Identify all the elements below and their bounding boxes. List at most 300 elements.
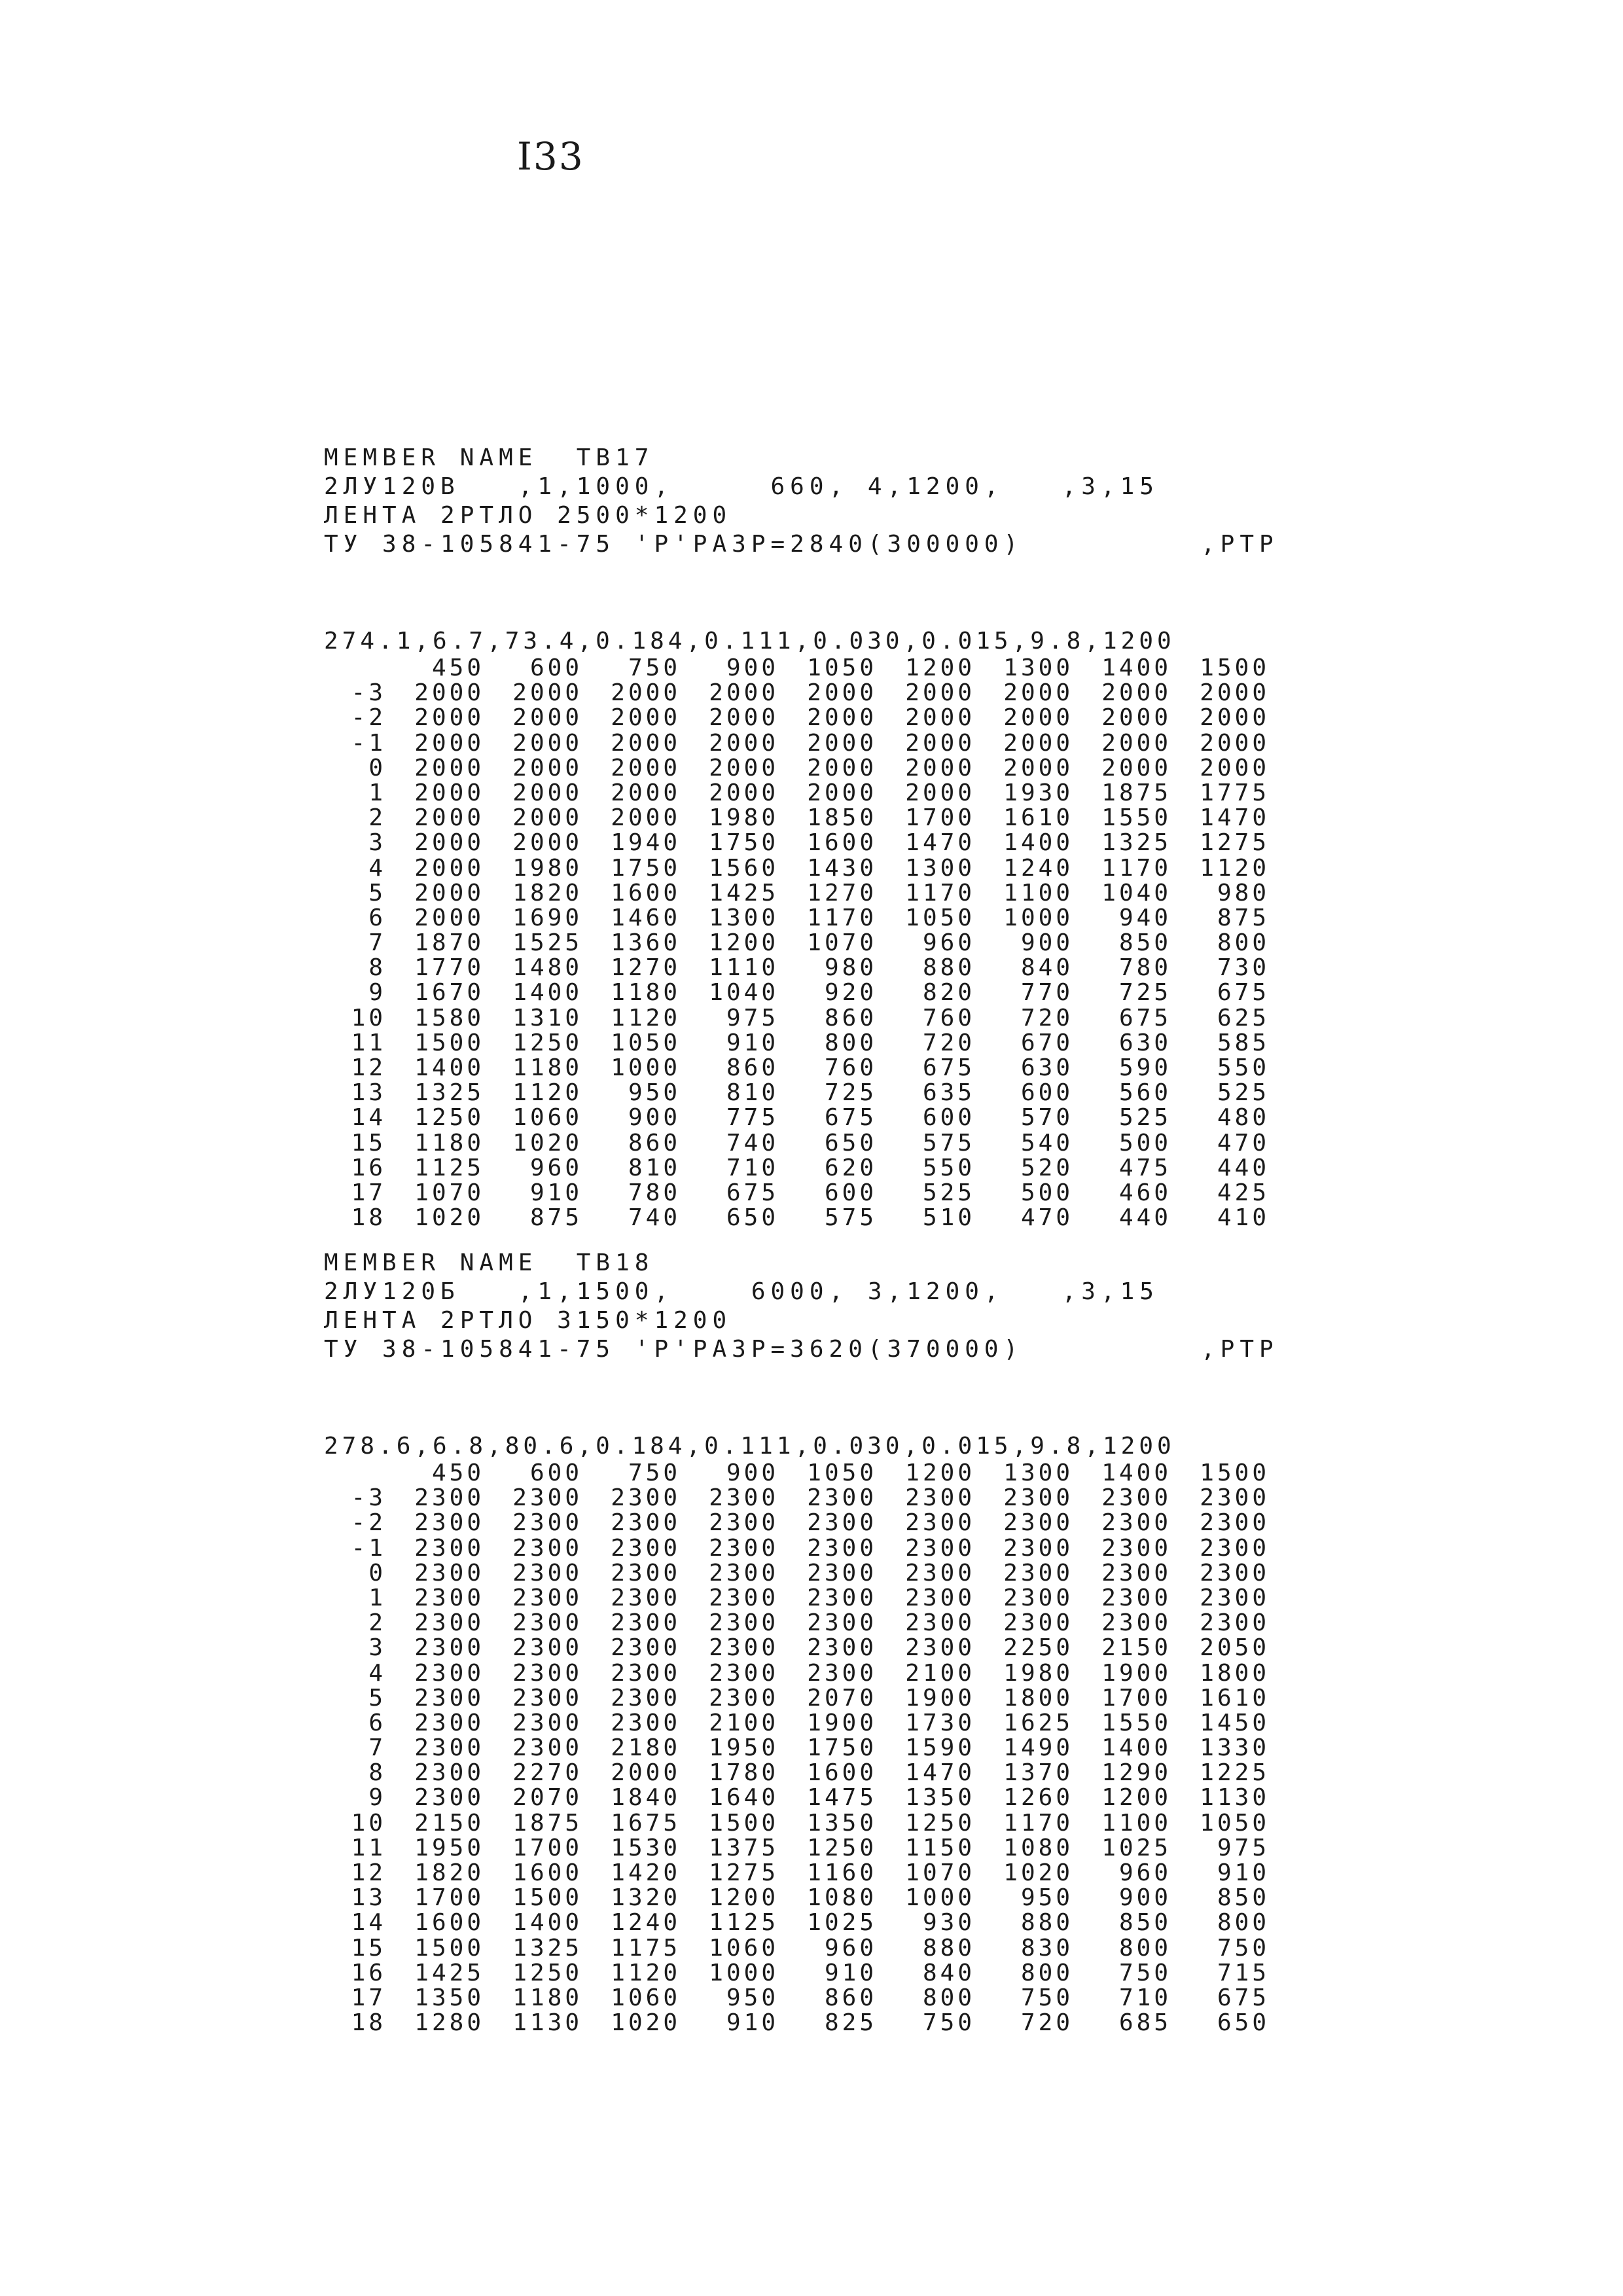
table-cell: 520 bbox=[1020, 1154, 1073, 1181]
table-cell: 2300 bbox=[807, 1659, 877, 1687]
table-cell: 2070 bbox=[807, 1684, 877, 1712]
table-cell: 2300 bbox=[512, 1684, 582, 1712]
table-cell: 1180 bbox=[611, 979, 681, 1007]
table-cell: 1320 bbox=[611, 1884, 681, 1912]
table-cell: 1240 bbox=[611, 1909, 681, 1937]
table-cell: 2300 bbox=[414, 1784, 484, 1812]
row-index: 7 bbox=[368, 929, 386, 957]
table-cell: 2300 bbox=[414, 1759, 484, 1787]
table-cell: 635 bbox=[922, 1079, 975, 1107]
table-cell: 1750 bbox=[611, 854, 681, 882]
parameter-line: 278.6,6.8,80.6,0.184,0.111,0.030,0.015,9.8,1200 bbox=[324, 1433, 1175, 1460]
table-cell: 1350 bbox=[414, 1984, 484, 2011]
table-row bbox=[324, 1031, 1293, 1056]
row-index: 11 bbox=[351, 1834, 386, 1861]
table-cell: 460 bbox=[1118, 1179, 1171, 1206]
column-header: 1500 bbox=[1200, 655, 1270, 681]
row-index: 16 bbox=[351, 1154, 386, 1181]
table-cell: 1040 bbox=[709, 979, 779, 1007]
table-cell: 1080 bbox=[1003, 1834, 1073, 1861]
table-cell: 2000 bbox=[807, 729, 877, 757]
table-cell: 1325 bbox=[1101, 829, 1171, 857]
table-cell: 810 bbox=[628, 1154, 681, 1181]
table-cell: 920 bbox=[824, 979, 877, 1007]
table-cell: 2000 bbox=[709, 754, 779, 781]
table-cell: 1000 bbox=[709, 1959, 779, 1986]
table-cell: 575 bbox=[922, 1129, 975, 1157]
table-cell: 2300 bbox=[807, 1584, 877, 1611]
table-cell: 1580 bbox=[414, 1004, 484, 1031]
table-cell: 550 bbox=[922, 1154, 975, 1181]
table-cell: 425 bbox=[1217, 1179, 1270, 1206]
table-row bbox=[324, 1711, 1293, 1736]
table-cell: 950 bbox=[726, 1984, 779, 2011]
table-cell: 2300 bbox=[611, 1659, 681, 1687]
table-cell: 1530 bbox=[611, 1834, 681, 1861]
table-cell: 1875 bbox=[1101, 779, 1171, 806]
table-cell: 575 bbox=[824, 1204, 877, 1232]
table-cell: 1670 bbox=[414, 979, 484, 1007]
table-cell: 1250 bbox=[807, 1834, 877, 1861]
table-cell: 470 bbox=[1217, 1129, 1270, 1157]
table-cell: 2000 bbox=[1200, 679, 1270, 707]
table-row bbox=[324, 731, 1293, 756]
table-cell: 2000 bbox=[709, 729, 779, 757]
table-cell: 1500 bbox=[512, 1884, 582, 1912]
table-cell: 880 bbox=[922, 1934, 975, 1962]
row-index: 13 bbox=[351, 1079, 386, 1107]
column-header: 600 bbox=[529, 655, 582, 681]
table-cell: 2000 bbox=[1101, 704, 1171, 732]
table-cell: 750 bbox=[1217, 1934, 1270, 1962]
table-cell: 1610 bbox=[1200, 1684, 1270, 1712]
table-cell: 1250 bbox=[512, 1029, 582, 1056]
table-row bbox=[324, 906, 1293, 931]
table-cell: 1290 bbox=[1101, 1759, 1171, 1787]
table-cell: 2000 bbox=[807, 704, 877, 732]
table-cell: 1300 bbox=[709, 904, 779, 931]
belt-type-line: ЛЕНТА 2РТЛО 3150*1200 bbox=[324, 1307, 732, 1334]
table-row bbox=[324, 756, 1293, 781]
table-row bbox=[324, 806, 1293, 831]
column-header: 1200 bbox=[905, 655, 975, 681]
table-cell: 1060 bbox=[709, 1934, 779, 1962]
row-index: 1 bbox=[368, 779, 386, 806]
column-header-row bbox=[324, 656, 1293, 681]
table-cell: 910 bbox=[529, 1179, 582, 1206]
row-index: -3 bbox=[351, 679, 386, 707]
parameter-line: 274.1,6.7,73.4,0.184,0.111,0.030,0.015,9.8,1200 bbox=[324, 628, 1175, 655]
table-cell: 1120 bbox=[611, 1004, 681, 1031]
table-cell: 2300 bbox=[905, 1609, 975, 1637]
table-cell: 1950 bbox=[414, 1834, 484, 1861]
column-header: 1400 bbox=[1101, 655, 1171, 681]
table-cell: 2300 bbox=[905, 1534, 975, 1562]
table-cell: 1480 bbox=[512, 954, 582, 982]
table-cell: 2300 bbox=[512, 1609, 582, 1637]
table-cell: 1400 bbox=[512, 1909, 582, 1937]
format-suffix: ,PTP bbox=[1201, 1336, 1279, 1363]
table-cell: 1600 bbox=[611, 879, 681, 906]
table-cell: 2300 bbox=[905, 1484, 975, 1512]
table-cell: 1020 bbox=[512, 1129, 582, 1157]
table-cell: 1180 bbox=[414, 1129, 484, 1157]
table-cell: 1400 bbox=[512, 979, 582, 1007]
table-cell: 1475 bbox=[807, 1784, 877, 1812]
table-cell: 1625 bbox=[1003, 1709, 1073, 1736]
table-cell: 2300 bbox=[414, 1634, 484, 1662]
table-cell: 1260 bbox=[1003, 1784, 1073, 1812]
table-cell: 800 bbox=[1020, 1959, 1073, 1986]
table-cell: 850 bbox=[1217, 1884, 1270, 1912]
table-cell: 1900 bbox=[807, 1709, 877, 1736]
table-cell: 1300 bbox=[905, 854, 975, 882]
table-cell: 960 bbox=[529, 1154, 582, 1181]
table-cell: 2000 bbox=[1200, 754, 1270, 781]
row-index: 5 bbox=[368, 1684, 386, 1712]
table-cell: 730 bbox=[1217, 954, 1270, 982]
table-cell: 2000 bbox=[414, 729, 484, 757]
row-index: 8 bbox=[368, 954, 386, 982]
table-cell: 440 bbox=[1118, 1204, 1171, 1232]
table-cell: 525 bbox=[1217, 1079, 1270, 1107]
table-cell: 1130 bbox=[1200, 1784, 1270, 1812]
table-cell: 860 bbox=[726, 1054, 779, 1081]
table-cell: 850 bbox=[1118, 929, 1171, 957]
table-row bbox=[324, 1986, 1293, 2011]
column-header: 450 bbox=[431, 1460, 484, 1486]
table-cell: 2300 bbox=[1003, 1484, 1073, 1512]
table-cell: 2000 bbox=[414, 829, 484, 857]
table-row bbox=[324, 1081, 1293, 1105]
table-cell: 1640 bbox=[709, 1784, 779, 1812]
table-cell: 675 bbox=[824, 1104, 877, 1132]
format-suffix: ,PTP bbox=[1201, 531, 1279, 558]
table-cell: 600 bbox=[922, 1104, 975, 1132]
table-row bbox=[324, 831, 1293, 855]
table-cell: 2300 bbox=[1101, 1609, 1171, 1637]
row-index: 18 bbox=[351, 2009, 386, 2037]
table-cell: 710 bbox=[1118, 1984, 1171, 2011]
row-index: 3 bbox=[368, 1634, 386, 1662]
row-index: 18 bbox=[351, 1204, 386, 1232]
table-cell: 810 bbox=[726, 1079, 779, 1107]
row-index: 0 bbox=[368, 1559, 386, 1587]
table-cell: 2000 bbox=[414, 679, 484, 707]
table-cell: 1120 bbox=[512, 1079, 582, 1107]
table-cell: 2300 bbox=[414, 1584, 484, 1611]
table-cell: 1470 bbox=[905, 829, 975, 857]
table-cell: 2300 bbox=[807, 1609, 877, 1637]
table-cell: 625 bbox=[1217, 1004, 1270, 1031]
table-cell: 2000 bbox=[1101, 729, 1171, 757]
row-index: 11 bbox=[351, 1029, 386, 1056]
table-cell: 2300 bbox=[611, 1684, 681, 1712]
table-cell: 2000 bbox=[414, 804, 484, 832]
table-cell: 1180 bbox=[512, 1054, 582, 1081]
table-cell: 960 bbox=[1118, 1859, 1171, 1886]
table-cell: 600 bbox=[824, 1179, 877, 1206]
table-cell: 1310 bbox=[512, 1004, 582, 1031]
table-cell: 775 bbox=[726, 1104, 779, 1132]
table-cell: 410 bbox=[1217, 1204, 1270, 1232]
table-cell: 2300 bbox=[1101, 1559, 1171, 1587]
table-cell: 980 bbox=[824, 954, 877, 982]
table-cell: 525 bbox=[1118, 1104, 1171, 1132]
row-index: 5 bbox=[368, 879, 386, 906]
table-cell: 2000 bbox=[414, 904, 484, 931]
column-header: 1300 bbox=[1003, 1460, 1073, 1486]
table-cell: 1500 bbox=[414, 1934, 484, 1962]
row-index: 15 bbox=[351, 1934, 386, 1962]
table-cell: 1000 bbox=[1003, 904, 1073, 931]
table-cell: 2300 bbox=[1101, 1484, 1171, 1512]
table-cell: 1840 bbox=[611, 1784, 681, 1812]
table-cell: 570 bbox=[1020, 1104, 1073, 1132]
table-cell: 1200 bbox=[709, 929, 779, 957]
table-cell: 2300 bbox=[709, 1584, 779, 1611]
table-cell: 1940 bbox=[611, 829, 681, 857]
table-cell: 2300 bbox=[905, 1559, 975, 1587]
table-cell: 560 bbox=[1118, 1079, 1171, 1107]
table-cell: 2000 bbox=[1003, 754, 1073, 781]
table-cell: 910 bbox=[726, 1029, 779, 1056]
row-index: 8 bbox=[368, 1759, 386, 1787]
table-cell: 525 bbox=[922, 1179, 975, 1206]
table-cell: 1070 bbox=[414, 1179, 484, 1206]
table-cell: 1325 bbox=[512, 1934, 582, 1962]
table-cell: 1020 bbox=[611, 2009, 681, 2037]
table-cell: 2300 bbox=[414, 1559, 484, 1587]
table-cell: 1050 bbox=[611, 1029, 681, 1056]
table-cell: 1800 bbox=[1003, 1684, 1073, 1712]
table-cell: 1170 bbox=[1101, 854, 1171, 882]
table-cell: 2300 bbox=[1101, 1534, 1171, 1562]
header-corner bbox=[324, 656, 386, 681]
table-row bbox=[324, 1636, 1293, 1660]
value-table bbox=[324, 656, 1293, 1230]
column-header: 1400 bbox=[1101, 1460, 1171, 1486]
table-cell: 2300 bbox=[414, 1709, 484, 1736]
table-cell: 1550 bbox=[1101, 804, 1171, 832]
table-cell: 2300 bbox=[905, 1634, 975, 1662]
table-cell: 1900 bbox=[905, 1684, 975, 1712]
row-index: 4 bbox=[368, 854, 386, 882]
table-cell: 2300 bbox=[512, 1534, 582, 1562]
table-cell: 950 bbox=[628, 1079, 681, 1107]
table-cell: 1070 bbox=[905, 1859, 975, 1886]
table-cell: 975 bbox=[1217, 1834, 1270, 1861]
table-cell: 1240 bbox=[1003, 854, 1073, 882]
table-cell: 725 bbox=[824, 1079, 877, 1107]
table-cell: 540 bbox=[1020, 1129, 1073, 1157]
table-cell: 2300 bbox=[611, 1484, 681, 1512]
table-cell: 2300 bbox=[1200, 1609, 1270, 1637]
table-cell: 2150 bbox=[414, 1809, 484, 1837]
table-cell: 2000 bbox=[905, 704, 975, 732]
table-cell: 930 bbox=[922, 1909, 975, 1937]
table-row bbox=[324, 980, 1293, 1005]
table-cell: 1000 bbox=[905, 1884, 975, 1912]
table-cell: 1525 bbox=[512, 929, 582, 957]
standard-line: ТУ 38-105841-75 'Р'РАЗР=3620(370000) bbox=[324, 1336, 1024, 1363]
table-cell: 2300 bbox=[414, 1684, 484, 1712]
table-cell: 2300 bbox=[611, 1534, 681, 1562]
table-cell: 1270 bbox=[807, 879, 877, 906]
row-index: 14 bbox=[351, 1909, 386, 1937]
table-cell: 2100 bbox=[905, 1659, 975, 1687]
table-cell: 1490 bbox=[1003, 1734, 1073, 1762]
table-cell: 2000 bbox=[807, 754, 877, 781]
table-cell: 2300 bbox=[611, 1609, 681, 1637]
table-cell: 2300 bbox=[611, 1709, 681, 1736]
table-row bbox=[324, 1761, 1293, 1785]
table-row bbox=[324, 1105, 1293, 1130]
table-cell: 800 bbox=[1217, 929, 1270, 957]
table-cell: 2300 bbox=[1200, 1509, 1270, 1537]
table-cell: 710 bbox=[726, 1154, 779, 1181]
table-cell: 675 bbox=[1118, 1004, 1171, 1031]
table-cell: 1080 bbox=[807, 1884, 877, 1912]
row-index: 9 bbox=[368, 979, 386, 1007]
column-header: 600 bbox=[529, 1460, 582, 1486]
table-cell: 2070 bbox=[512, 1784, 582, 1812]
table-row bbox=[324, 1561, 1293, 1586]
table-cell: 2000 bbox=[807, 679, 877, 707]
table-cell: 1820 bbox=[512, 879, 582, 906]
table-cell: 675 bbox=[726, 1179, 779, 1206]
table-cell: 2300 bbox=[512, 1709, 582, 1736]
table-cell: 1500 bbox=[414, 1029, 484, 1056]
row-index: 6 bbox=[368, 904, 386, 931]
table-cell: 950 bbox=[1020, 1884, 1073, 1912]
table-cell: 1980 bbox=[1003, 1659, 1073, 1687]
table-row bbox=[324, 1811, 1293, 1836]
column-header: 1050 bbox=[807, 1460, 877, 1486]
table-cell: 825 bbox=[824, 2009, 877, 2037]
table-row bbox=[324, 1686, 1293, 1711]
table-cell: 2000 bbox=[1003, 704, 1073, 732]
table-cell: 1460 bbox=[611, 904, 681, 931]
table-cell: 1980 bbox=[709, 804, 779, 832]
table-cell: 590 bbox=[1118, 1054, 1171, 1081]
row-index: 9 bbox=[368, 1784, 386, 1812]
table-cell: 725 bbox=[1118, 979, 1171, 1007]
table-cell: 1820 bbox=[414, 1859, 484, 1886]
table-cell: 475 bbox=[1118, 1154, 1171, 1181]
row-index: -2 bbox=[351, 704, 386, 732]
table-cell: 2000 bbox=[512, 754, 582, 781]
table-cell: 1980 bbox=[512, 854, 582, 882]
table-cell: 1430 bbox=[807, 854, 877, 882]
table-cell: 1000 bbox=[611, 1054, 681, 1081]
row-index: 12 bbox=[351, 1859, 386, 1886]
table-cell: 2300 bbox=[1003, 1509, 1073, 1537]
table-cell: 1450 bbox=[1200, 1709, 1270, 1736]
table-cell: 2000 bbox=[1003, 679, 1073, 707]
belt-spec-line: 2ЛУ120В ,1,1000, 660, 4,1200, ,3,15 bbox=[324, 473, 1159, 500]
table-cell: 1700 bbox=[414, 1884, 484, 1912]
table-cell: 2000 bbox=[1200, 729, 1270, 757]
table-cell: 2000 bbox=[512, 829, 582, 857]
table-cell: 2180 bbox=[611, 1734, 681, 1762]
table-row bbox=[324, 1536, 1293, 1561]
table-cell: 940 bbox=[1118, 904, 1171, 931]
table-cell: 2300 bbox=[611, 1509, 681, 1537]
table-cell: 2150 bbox=[1101, 1634, 1171, 1662]
row-index: 10 bbox=[351, 1004, 386, 1031]
table-cell: 670 bbox=[1020, 1029, 1073, 1056]
table-cell: 1700 bbox=[905, 804, 975, 832]
table-cell: 760 bbox=[824, 1054, 877, 1081]
table-cell: 1700 bbox=[512, 1834, 582, 1861]
table-cell: 2300 bbox=[1200, 1559, 1270, 1587]
table-cell: 2300 bbox=[611, 1559, 681, 1587]
table-cell: 2300 bbox=[709, 1509, 779, 1537]
table-cell: 650 bbox=[726, 1204, 779, 1232]
table-cell: 1600 bbox=[807, 1759, 877, 1787]
table-cell: 750 bbox=[922, 2009, 975, 2037]
standard-line: ТУ 38-105841-75 'Р'РАЗР=2840(300000) bbox=[324, 531, 1024, 558]
table-row bbox=[324, 1181, 1293, 1206]
table-cell: 1400 bbox=[1003, 829, 1073, 857]
table-cell: 2100 bbox=[709, 1709, 779, 1736]
row-index: 2 bbox=[368, 804, 386, 832]
header-corner bbox=[324, 1461, 386, 1486]
column-header: 1050 bbox=[807, 655, 877, 681]
table-cell: 860 bbox=[628, 1129, 681, 1157]
table-cell: 2300 bbox=[1003, 1584, 1073, 1611]
table-cell: 860 bbox=[824, 1984, 877, 2011]
table-cell: 2300 bbox=[807, 1509, 877, 1537]
table-cell: 2000 bbox=[414, 779, 484, 806]
row-index: -1 bbox=[351, 729, 386, 757]
table-cell: 1160 bbox=[807, 1859, 877, 1886]
table-cell: 2300 bbox=[414, 1484, 484, 1512]
table-cell: 1600 bbox=[512, 1859, 582, 1886]
table-cell: 900 bbox=[1118, 1884, 1171, 1912]
table-cell: 1180 bbox=[512, 1984, 582, 2011]
table-cell: 675 bbox=[922, 1054, 975, 1081]
row-index: 4 bbox=[368, 1659, 386, 1687]
table-cell: 800 bbox=[1217, 1909, 1270, 1937]
table-cell: 800 bbox=[922, 1984, 975, 2011]
table-cell: 830 bbox=[1020, 1934, 1073, 1962]
table-cell: 2000 bbox=[512, 729, 582, 757]
table-cell: 740 bbox=[628, 1204, 681, 1232]
table-cell: 1930 bbox=[1003, 779, 1073, 806]
table-cell: 2000 bbox=[611, 804, 681, 832]
table-row bbox=[324, 1836, 1293, 1861]
belt-type-line: ЛЕНТА 2РТЛО 2500*1200 bbox=[324, 502, 732, 529]
table-cell: 2000 bbox=[414, 879, 484, 906]
row-index: 1 bbox=[368, 1584, 386, 1611]
table-cell: 2000 bbox=[807, 779, 877, 806]
table-cell: 960 bbox=[824, 1934, 877, 1962]
table-cell: 2000 bbox=[611, 704, 681, 732]
table-cell: 2270 bbox=[512, 1759, 582, 1787]
table-cell: 650 bbox=[1217, 2009, 1270, 2037]
table-cell: 975 bbox=[726, 1004, 779, 1031]
table-cell: 1100 bbox=[1003, 879, 1073, 906]
table-cell: 2300 bbox=[512, 1734, 582, 1762]
table-cell: 780 bbox=[628, 1179, 681, 1206]
table-cell: 2250 bbox=[1003, 1634, 1073, 1662]
table-cell: 1250 bbox=[512, 1959, 582, 1986]
table-cell: 715 bbox=[1217, 1959, 1270, 1986]
table-cell: 1280 bbox=[414, 2009, 484, 2037]
table-row bbox=[324, 956, 1293, 980]
